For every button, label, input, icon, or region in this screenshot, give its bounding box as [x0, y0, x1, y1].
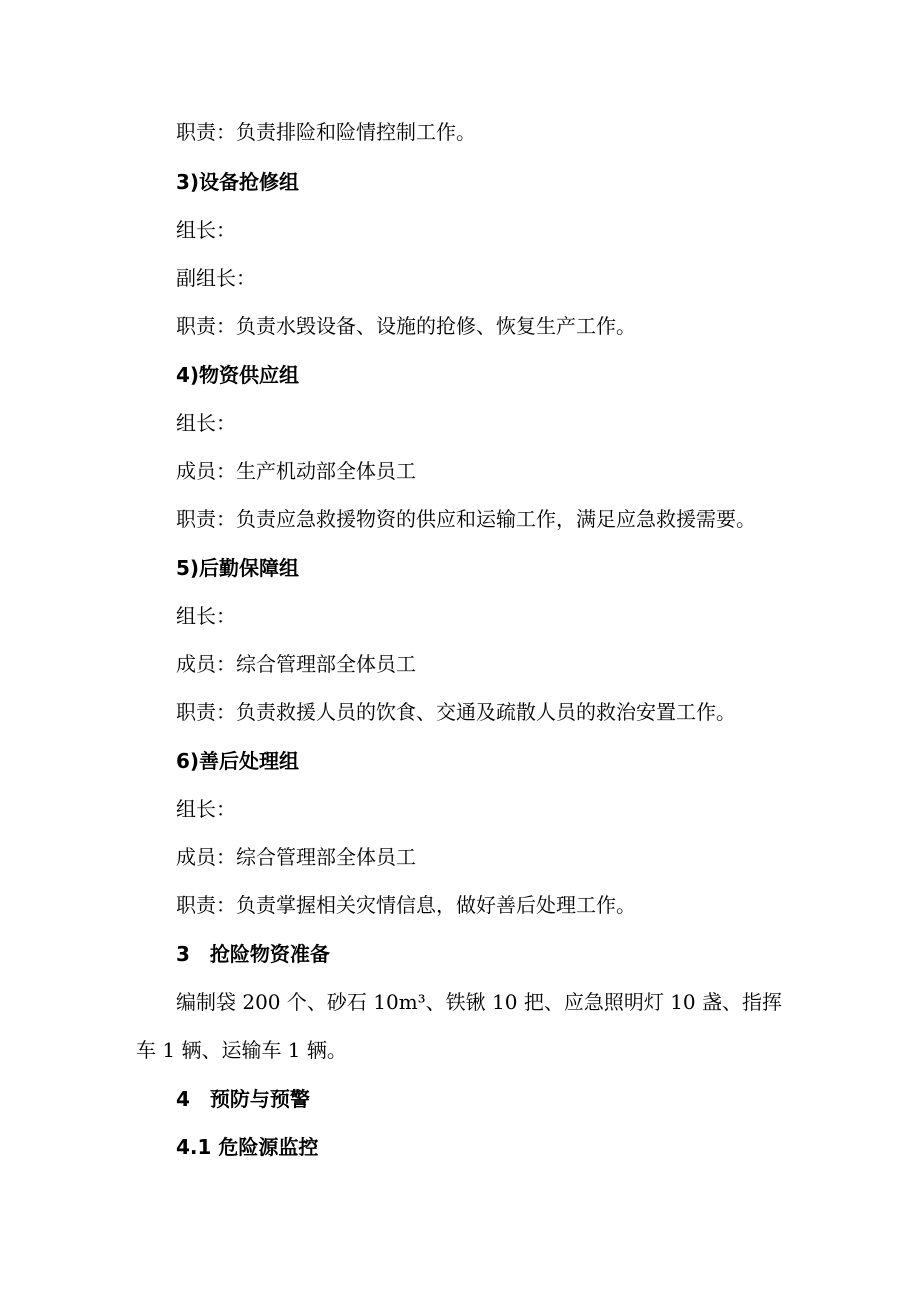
duty-line-equipment: 职责：负责水毁设备、设施的抢修、恢复生产工作。 [176, 314, 636, 338]
leader-line: 组长： [176, 604, 236, 628]
members-line-production: 成员：生产机动部全体员工 [176, 459, 416, 483]
section-heading-aftermath: 6)善后处理组 [176, 749, 300, 773]
subsection-heading-hazard-monitoring: 4.1 危险源监控 [176, 1135, 319, 1159]
section-heading-logistics: 5)后勤保障组 [176, 556, 300, 580]
leader-line: 组长： [176, 218, 236, 242]
section-heading-prevention: 4 预防与预警 [176, 1087, 310, 1111]
members-line-admin: 成员：综合管理部全体员工 [176, 845, 416, 869]
duty-line-rescue: 职责：负责排险和险情控制工作。 [176, 120, 476, 144]
leader-line: 组长： [176, 797, 236, 821]
duty-line-logistics: 职责：负责救援人员的饮食、交通及疏散人员的救治安置工作。 [176, 700, 736, 724]
materials-paragraph-line-1: 编制袋 200 个、砂石 10m³、铁锹 10 把、应急照明灯 10 盏、指挥 [176, 990, 783, 1014]
section-heading-materials-prep: 3 抢险物资准备 [176, 942, 330, 966]
section-heading-material-supply: 4)物资供应组 [176, 363, 300, 387]
section-heading-equipment-repair: 3)设备抢修组 [176, 170, 300, 194]
deputy-leader-line: 副组长： [176, 266, 256, 290]
duty-line-aftermath: 职责：负责掌握相关灾情信息，做好善后处理工作。 [176, 893, 636, 917]
leader-line: 组长： [176, 411, 236, 435]
materials-paragraph-line-2: 车 1 辆、运输车 1 辆。 [136, 1038, 347, 1062]
members-line-admin: 成员：综合管理部全体员工 [176, 652, 416, 676]
duty-line-material: 职责：负责应急救援物资的供应和运输工作，满足应急救援需要。 [176, 507, 756, 531]
